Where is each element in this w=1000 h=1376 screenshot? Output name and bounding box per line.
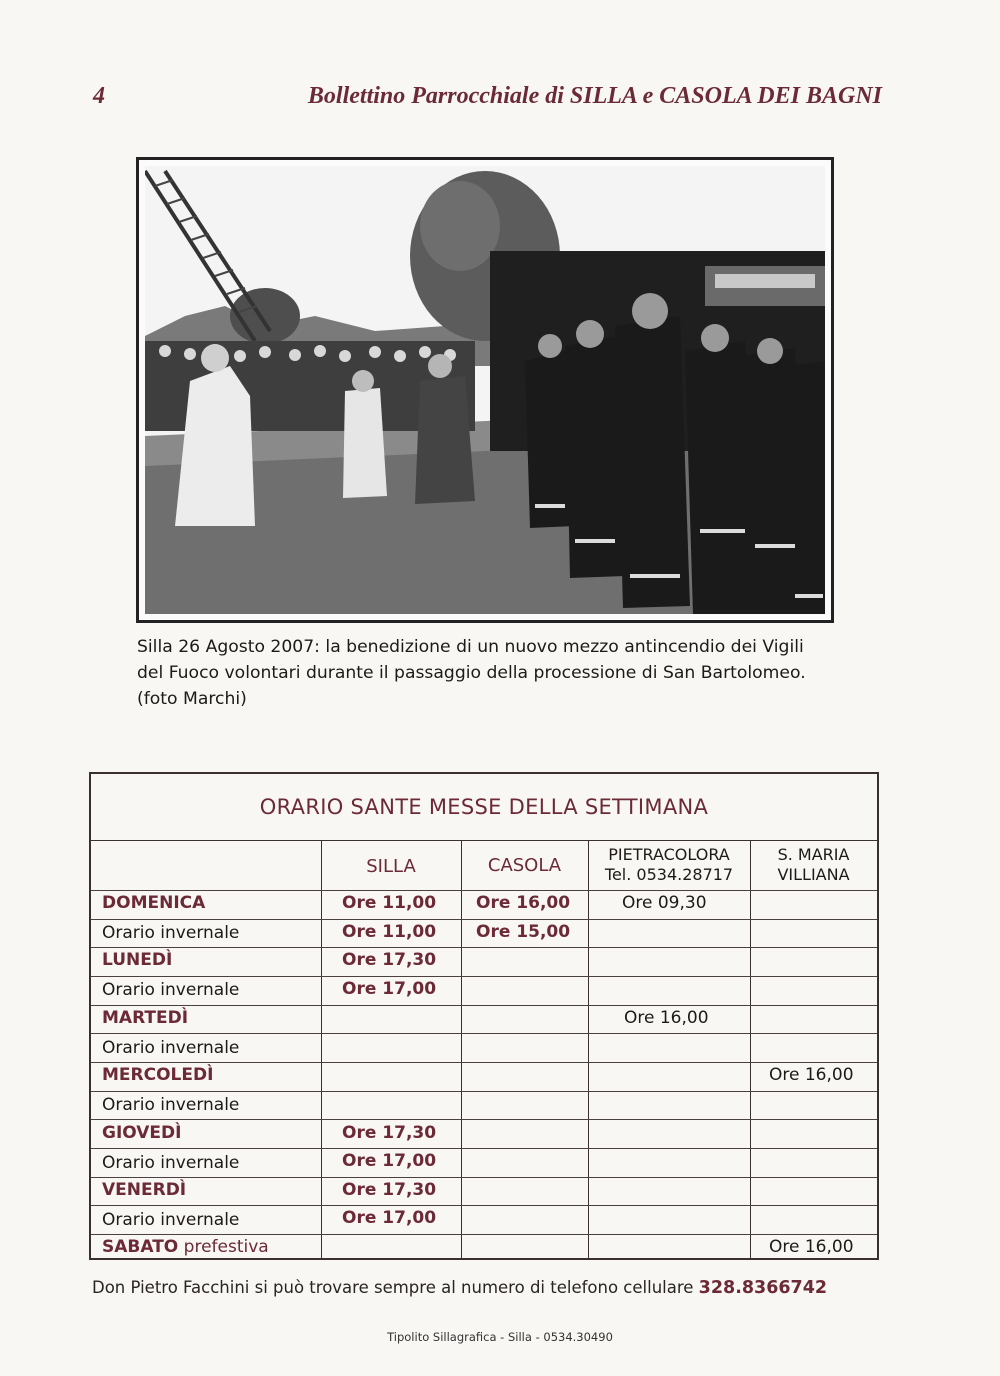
row-label-winter: Orario invernale (102, 1038, 240, 1058)
time-cell: Ore 16,00 (769, 1065, 854, 1085)
procession-photo (136, 157, 834, 623)
time-cell: Ore 17,00 (342, 1208, 437, 1228)
row-label-winter: Orario invernale (102, 1210, 240, 1230)
time-cell: Ore 11,00 (342, 922, 437, 942)
row-label-winter: Orario invernale (102, 1095, 240, 1115)
bulletin-title: Bollettino Parrocchiale di SILLA e CASOLA DEI BAGNI (307, 83, 882, 109)
time-cell: Ore 16,00 (769, 1237, 854, 1257)
pietracolora-phone: Tel. 0534.28717 (604, 865, 734, 884)
caption-line: Silla 26 Agosto 2007: la benedizione di un nuovo mezzo antincendio dei Vigili (137, 637, 804, 657)
smaria-name: S. MARIA (777, 845, 850, 864)
column-header-pietracolora (588, 845, 750, 885)
row-label-winter: Orario invernale (102, 1153, 240, 1173)
row-label-domenica: DOMENICA (102, 893, 206, 913)
row-label-lunedi: LUNEDÌ (102, 950, 173, 970)
schedule-grid (91, 840, 877, 1258)
time-cell: Ore 17,30 (342, 1123, 437, 1143)
time-cell: Ore 15,00 (476, 922, 571, 942)
row-label-giovedi: GIOVEDÌ (102, 1123, 182, 1143)
pietracolora-name: PIETRACOLORA (608, 845, 730, 864)
contact-text: Don Pietro Facchini si può trovare sempre al numero di telefono cellulare (92, 1278, 694, 1297)
time-cell: Ore 17,30 (342, 950, 437, 970)
time-cell: Ore 16,00 (476, 893, 571, 913)
time-cell: Ore 11,00 (342, 893, 437, 913)
photo-caption (137, 634, 857, 712)
time-cell: Ore 09,30 (622, 893, 707, 913)
schedule-title: ORARIO SANTE MESSE DELLA SETTIMANA (91, 774, 877, 841)
sabato-label: SABATO (102, 1237, 179, 1257)
photo-scene (145, 166, 825, 614)
sabato-note: prefestiva (183, 1237, 269, 1257)
row-label-winter: Orario invernale (102, 980, 240, 1000)
column-header-casola: CASOLA (487, 855, 562, 876)
time-cell: Ore 16,00 (624, 1008, 709, 1028)
caption-credit: (foto Marchi) (137, 689, 247, 709)
printer-credit: Tipolito Sillagrafica - Silla - 0534.30490 (387, 1330, 613, 1344)
time-cell: Ore 17,30 (342, 1180, 437, 1200)
column-header-s-maria-villiana (750, 845, 877, 885)
page-number: 4 (93, 83, 105, 109)
contact-note (92, 1278, 827, 1298)
time-cell: Ore 17,00 (342, 1151, 437, 1171)
mass-schedule-table (89, 772, 879, 1260)
caption-line: del Fuoco volontari durante il passaggio della processione di San Bartolomeo. (137, 663, 806, 683)
time-cell: Ore 17,00 (342, 979, 437, 999)
column-header-silla: SILLA (366, 856, 416, 877)
row-label-sabato (102, 1237, 269, 1257)
villiana-name: VILLIANA (777, 865, 850, 884)
row-label-mercoledi: MERCOLEDÌ (102, 1065, 214, 1085)
row-label-venerdi: VENERDÌ (102, 1180, 187, 1200)
row-label-winter: Orario invernale (102, 923, 240, 943)
mobile-phone-number: 328.8366742 (698, 1278, 828, 1298)
row-label-martedi: MARTEDÌ (102, 1008, 189, 1028)
